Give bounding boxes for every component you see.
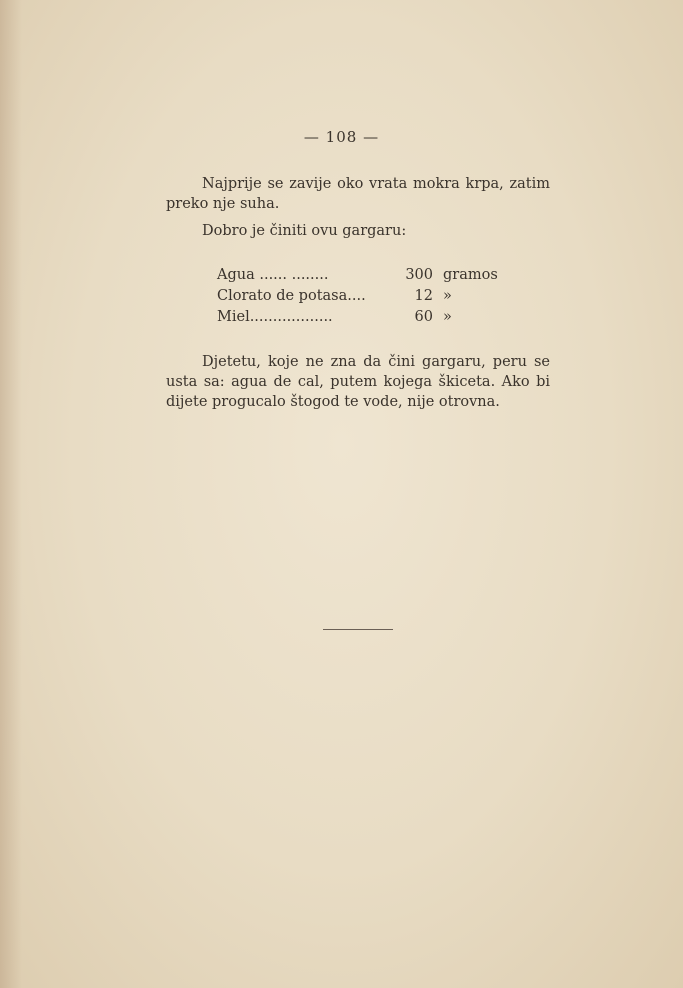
paragraph-2 bbox=[166, 221, 550, 241]
recipe-quantity: 60 bbox=[414, 309, 433, 325]
recipe-row bbox=[217, 265, 517, 286]
page-number: — 108 — bbox=[303, 128, 380, 146]
paragraph-3 bbox=[166, 352, 550, 412]
recipe-row bbox=[217, 307, 517, 328]
recipe-ingredient: Agua ...... ........ bbox=[217, 267, 329, 283]
recipe-unit: gramos bbox=[443, 267, 498, 283]
recipe-ingredient: Clorato de potasa.... bbox=[217, 288, 366, 304]
recipe-quantity: 300 bbox=[405, 267, 433, 283]
page-edge-shadow bbox=[0, 0, 22, 988]
section-divider bbox=[323, 629, 393, 630]
recipe-ingredient: Miel.................. bbox=[217, 309, 333, 325]
recipe-quantity: 12 bbox=[414, 288, 433, 304]
recipe-unit: » bbox=[443, 309, 452, 325]
recipe-row bbox=[217, 286, 517, 307]
paragraph-3-text: Djetetu, koje ne zna da čini gargaru, peru se usta sa: agua de cal, putem kojega škiceta. Ako bi dijete progucalo štogod te vode, nije otrovna. bbox=[166, 354, 550, 410]
recipe-unit: » bbox=[443, 288, 452, 304]
recipe-list bbox=[217, 265, 517, 328]
paragraph-1 bbox=[166, 174, 550, 214]
paragraph-2-text: Dobro je činiti ovu gargaru: bbox=[202, 223, 407, 239]
paragraph-1-text: Najprije se zavije oko vrata mokra krpa, zatim preko nje suha. bbox=[166, 176, 550, 212]
